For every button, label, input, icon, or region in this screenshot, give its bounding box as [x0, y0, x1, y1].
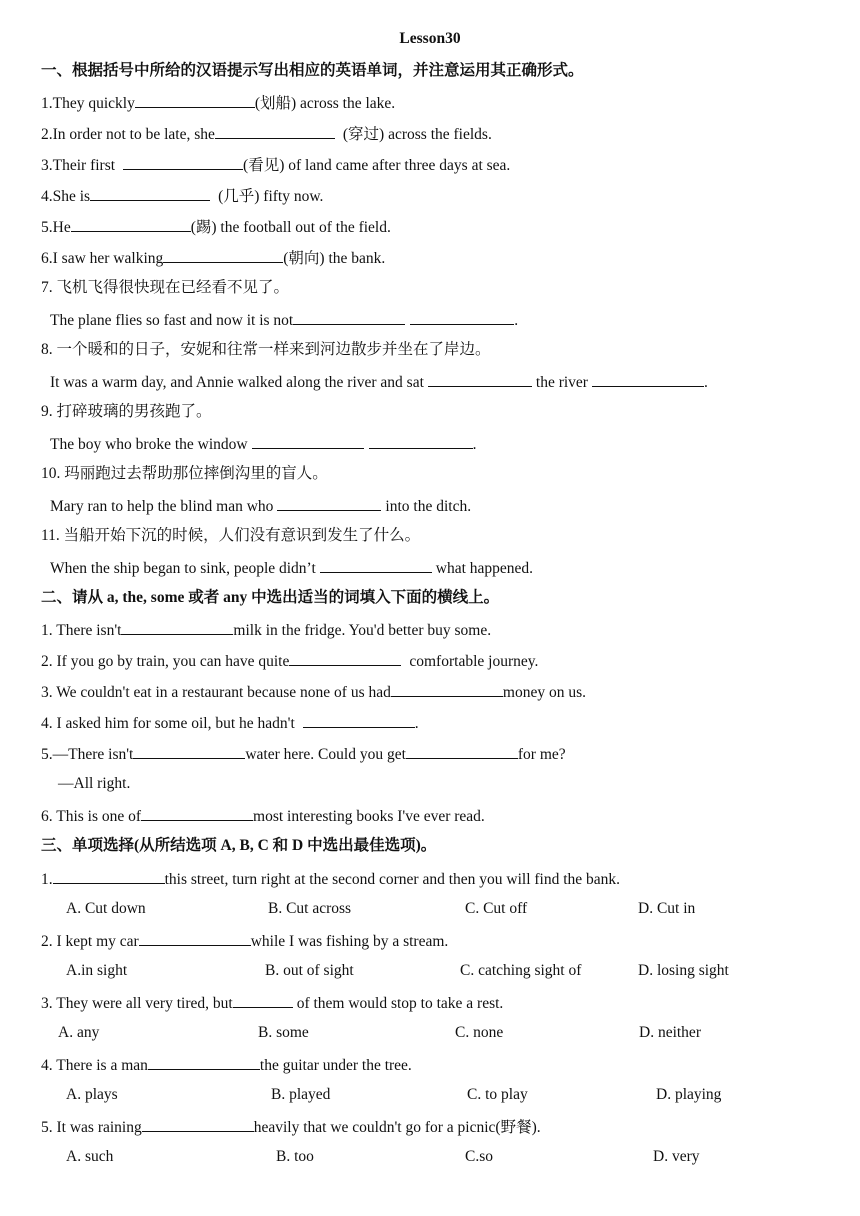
- answer-blank[interactable]: [121, 619, 233, 635]
- answer-blank[interactable]: [139, 930, 251, 946]
- s1-question-3: 3.Their first (看见) of land came after three days at sea.: [41, 154, 510, 176]
- option-d[interactable]: D. very: [653, 1148, 700, 1165]
- answer-blank[interactable]: [406, 743, 518, 759]
- s2-question-5-reply: —All right.: [58, 775, 131, 792]
- option-d[interactable]: D. Cut in: [638, 900, 696, 917]
- answer-blank[interactable]: [142, 1116, 254, 1132]
- section-3-heading: 三、单项选择(从所结选项 A, B, C 和 D 中选出最佳选项)。: [41, 837, 437, 854]
- answer-blank[interactable]: [135, 92, 255, 108]
- s1-question-9-chinese: 9. 打碎玻璃的男孩跑了。: [41, 403, 212, 420]
- answer-blank[interactable]: [293, 309, 405, 325]
- s1-question-8: It was a warm day, and Annie walked along the river and sat the river .: [50, 371, 708, 393]
- s2-question-5: 5.—There isn't water here. Could you get for me?: [41, 743, 566, 765]
- s2-question-1: 1. There isn't milk in the fridge. You'd better buy some.: [41, 619, 491, 641]
- option-a[interactable]: A.in sight: [66, 962, 128, 979]
- answer-blank[interactable]: [71, 216, 191, 232]
- option-c[interactable]: C.so: [465, 1148, 493, 1165]
- s1-question-4: 4.She is (几乎) fifty now.: [41, 185, 323, 207]
- s1-question-11-chinese: 11. 当船开始下沉的时候，人们没有意识到发生了什么。: [41, 527, 421, 544]
- option-d[interactable]: D. neither: [639, 1024, 701, 1041]
- answer-blank[interactable]: [252, 433, 364, 449]
- answer-blank[interactable]: [369, 433, 473, 449]
- option-a[interactable]: A. such: [66, 1148, 114, 1165]
- option-d[interactable]: D. playing: [656, 1086, 722, 1103]
- answer-blank[interactable]: [303, 712, 415, 728]
- s1-question-10: Mary ran to help the blind man who into the ditch.: [50, 495, 471, 517]
- option-b[interactable]: B. Cut across: [268, 900, 352, 917]
- s3-question-5: 5. It was raining heavily that we couldn't go for a picnic(野餐).: [41, 1116, 541, 1138]
- s2-question-6: 6. This is one of most interesting books I've ever read.: [41, 805, 485, 827]
- option-a[interactable]: A. Cut down: [66, 900, 146, 917]
- s3-question-3: 3. They were all very tired, but of them would stop to take a rest.: [41, 992, 503, 1014]
- answer-blank[interactable]: [133, 743, 245, 759]
- option-a[interactable]: A. any: [58, 1024, 100, 1041]
- s3-question-2: 2. I kept my car while I was fishing by a stream.: [41, 930, 448, 952]
- option-c[interactable]: C. to play: [467, 1086, 528, 1103]
- answer-blank[interactable]: [215, 123, 335, 139]
- answer-blank[interactable]: [233, 992, 293, 1008]
- s1-question-1: 1.They quickly (划船) across the lake.: [41, 92, 395, 114]
- answer-blank[interactable]: [277, 495, 381, 511]
- answer-blank[interactable]: [141, 805, 253, 821]
- s1-question-10-chinese: 10. 玛丽跑过去帮助那位摔倒沟里的盲人。: [41, 465, 328, 482]
- option-a[interactable]: A. plays: [66, 1086, 118, 1103]
- s1-question-2: 2.In order not to be late, she (穿过) across the fields.: [41, 123, 492, 145]
- section-1-heading: 一、根据括号中所给的汉语提示写出相应的英语单词，并注意运用其正确形式。: [41, 62, 584, 79]
- option-b[interactable]: B. played: [271, 1086, 331, 1103]
- section-2-heading: 二、请从 a, the, some 或者 any 中选出适当的词填入下面的横线上。: [41, 589, 500, 606]
- option-b[interactable]: B. too: [276, 1148, 314, 1165]
- answer-blank[interactable]: [592, 371, 704, 387]
- s1-question-6: 6.I saw her walking (朝向) the bank.: [41, 247, 385, 269]
- s1-question-7: The plane flies so fast and now it is not .: [50, 309, 518, 331]
- option-d[interactable]: D. losing sight: [638, 962, 729, 979]
- answer-blank[interactable]: [289, 650, 401, 666]
- option-c[interactable]: C. Cut off: [465, 900, 528, 917]
- s2-question-4: 4. I asked him for some oil, but he hadn't .: [41, 712, 419, 734]
- answer-blank[interactable]: [410, 309, 514, 325]
- s3-question-1: 1. this street, turn right at the second corner and then you will find the bank.: [41, 868, 620, 890]
- s2-question-2: 2. If you go by train, you can have quite comfortable journey.: [41, 650, 538, 672]
- option-b[interactable]: B. some: [258, 1024, 309, 1041]
- option-c[interactable]: C. catching sight of: [460, 962, 582, 979]
- answer-blank[interactable]: [320, 557, 432, 573]
- answer-blank[interactable]: [391, 681, 503, 697]
- answer-blank[interactable]: [163, 247, 283, 263]
- page-title: Lesson30: [399, 30, 461, 47]
- answer-blank[interactable]: [148, 1054, 260, 1070]
- s1-question-5: 5.He (踢) the football out of the field.: [41, 216, 391, 238]
- answer-blank[interactable]: [123, 154, 243, 170]
- s1-question-9: The boy who broke the window .: [50, 433, 476, 455]
- option-b[interactable]: B. out of sight: [265, 962, 354, 979]
- s1-question-11: When the ship began to sink, people didn’t what happened.: [50, 557, 533, 579]
- answer-blank[interactable]: [90, 185, 210, 201]
- s1-question-7-chinese: 7. 飞机飞得很快现在已经看不见了。: [41, 279, 290, 296]
- s1-question-8-chinese: 8. 一个暖和的日子，安妮和往常一样来到河边散步并坐在了岸边。: [41, 341, 491, 358]
- option-c[interactable]: C. none: [455, 1024, 504, 1041]
- answer-blank[interactable]: [53, 868, 165, 884]
- s3-question-4: 4. There is a man the guitar under the tree.: [41, 1054, 412, 1076]
- answer-blank[interactable]: [428, 371, 532, 387]
- s2-question-3: 3. We couldn't eat in a restaurant because none of us had money on us.: [41, 681, 586, 703]
